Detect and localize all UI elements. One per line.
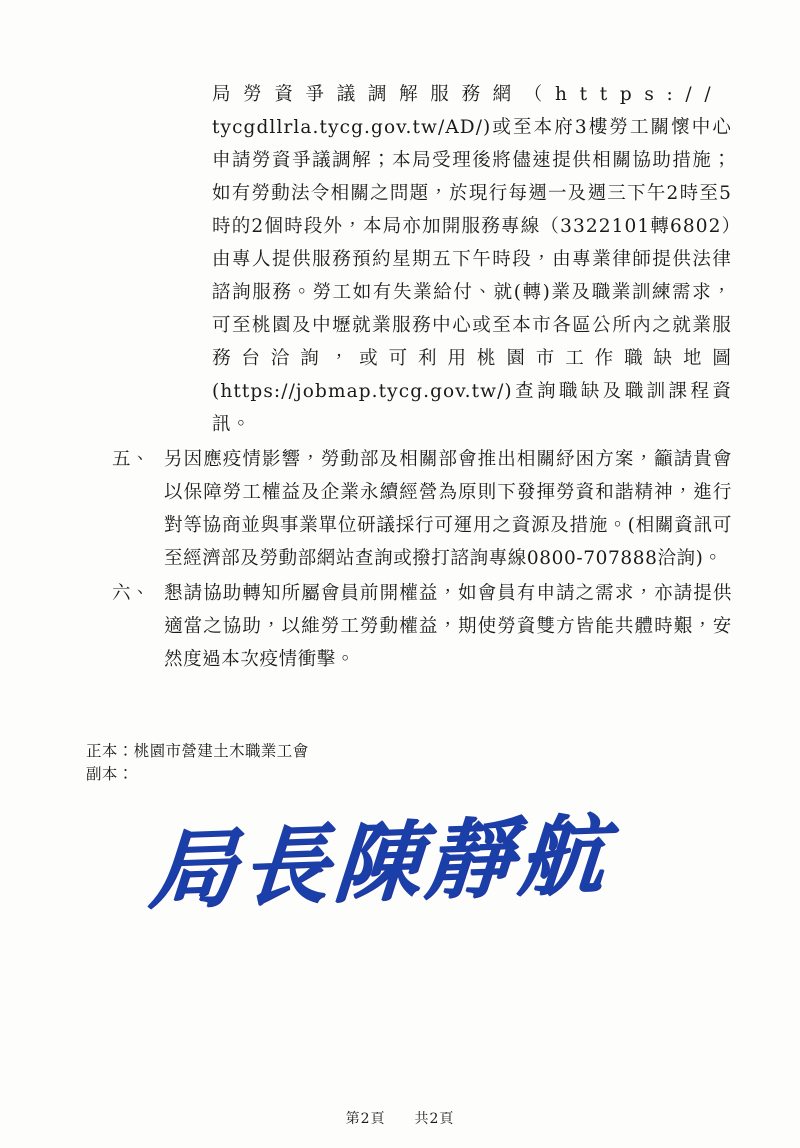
recipient-primary: 正本：桃園市營建土木職業工會 [86, 742, 309, 760]
paragraph-continuation-rest: tycgdllrla.tycg.gov.tw/AD/)或至本府3樓勞工關懷中心申請勞資爭議調解；本局受理後將儘速提供相關協助措施；如有勞動法令相關之問題，於現行每週一及週三下午2時至5時的2個時段外，本局亦加開服務專線（3322101轉6802）由專人提供服務預約星期五下午時段，由專業律師提供法律諮詢服務。勞工如有失業給付、就(轉)業及職業訓練需求，可至桃園及中壢就業服務中心或至本市各區公所內之就業服務台洽詢，或可利用桃園市工作職缺地圖(https://jobmap.tycg.gov.tw/)查詢職缺及職訓課程資訊。 [212, 117, 732, 435]
paragraph-marker-5: 五、 [112, 449, 151, 470]
paragraph-continuation-text [212, 78, 732, 441]
paragraph-item-6 [112, 577, 732, 676]
paragraph-continuation-line1: 局 勞 資 爭 議 調 解 服 務 網 （ h t t p s : / / [212, 84, 714, 105]
page-footer [0, 1108, 800, 1128]
recipient-copy: 副本： [86, 765, 134, 783]
document-body [112, 78, 732, 678]
signature-stamp: 局長陳靜航 [146, 804, 615, 922]
footer-total-pages: 共2頁 [414, 1111, 455, 1127]
footer-page-number: 第2頁 [345, 1111, 386, 1127]
recipients-block [86, 740, 309, 786]
paragraph-text-6: 懇請協助轉知所屬會員前開權益，如會員有申請之需求，亦請提供適當之協助，以維勞工勞動權益，期使勞資雙方皆能共體時艱，安然度過本次疫情衝擊。 [164, 583, 732, 670]
paragraph-marker-6: 六、 [112, 583, 151, 604]
paragraph-item-5 [112, 443, 732, 575]
paragraph-text-5: 另因應疫情影響，勞動部及相關部會推出相關紓困方案，籲請貴會以保障勞工權益及企業永續經營為原則下發揮勞資和諧精神，進行對等協商並與事業單位研議採行可運用之資源及措施。(相關資訊可至經濟部及勞動部網站查詢或撥打諮詢專線0800-707888洽詢)。 [164, 449, 732, 569]
paragraph-continuation [112, 78, 732, 441]
